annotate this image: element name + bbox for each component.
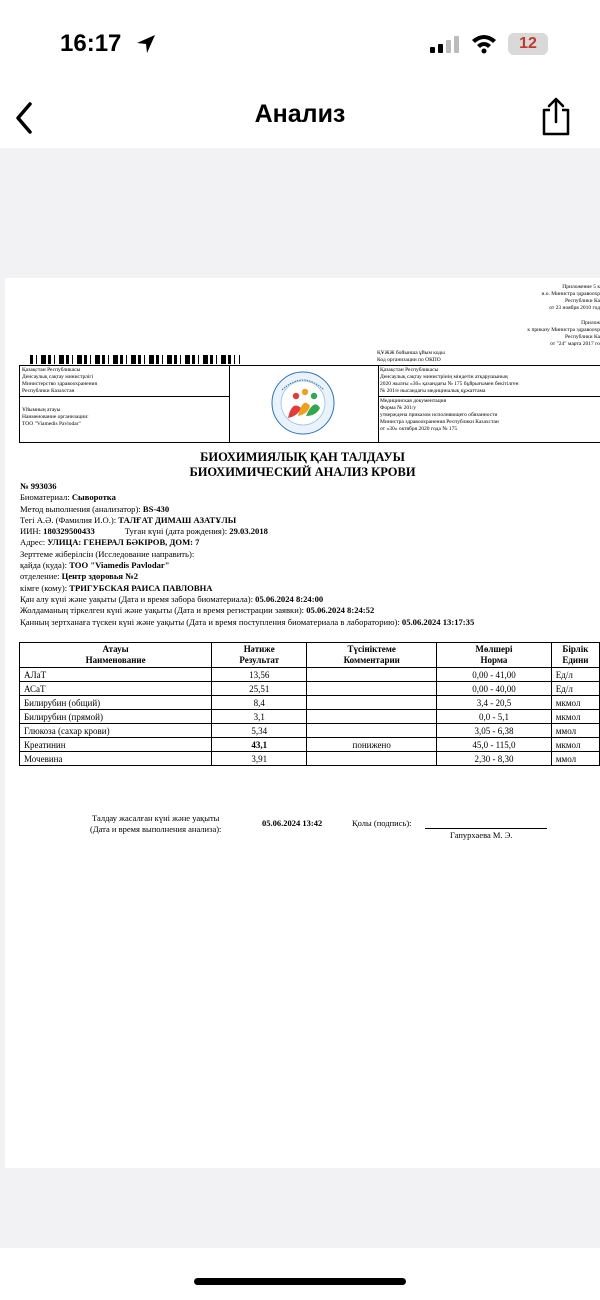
order-line: от «30» октября 2020 года № 175 [380,426,458,432]
table-row [20,682,600,696]
appendix-line: Приложение 5 к [562,284,600,290]
barcode [30,355,240,364]
method-value: BS-430 [142,503,170,514]
analysis-date-label [90,813,221,835]
cell-name: Билирубин (прямой) [20,710,212,724]
lab-report-page [5,278,600,1168]
cell-comment [307,752,437,766]
iin-value: 180329500433 [43,526,95,537]
field-label: отделение: [20,571,60,582]
field-label: Туған күні (дата рождения): [124,526,228,537]
cell-name: АСаТ [20,682,212,696]
field-label: ИИН: [20,526,42,537]
department-value: Центр здоровья №2 [61,571,139,582]
appendix-line: и.о. Министра здравоохр [541,291,600,297]
patient-name: ТАЛҒАТ ДИМАШ АЗАТҰЛЫ [118,514,237,525]
appendix-line: Республики Ка [564,334,600,340]
status-time: 16:17 [60,30,122,57]
appendix-line: от 23 ноября 2010 год [549,305,600,311]
okpo-line: Код организации по ОКПО [377,357,441,363]
field-label: Жолдаманың тіркелген күні және уақыты (Дата и время регистрации заявки): [20,605,305,616]
field-label: кімге (кому): [20,582,68,593]
field-label: Метод выполнения (анализатор): [20,503,141,514]
field-label: Биоматериал: [20,492,70,503]
signature-label: Қолы (подпись): [352,818,412,828]
order-block-ru [378,397,600,442]
field-label: Тегі А.Ә. (Фамилия И.О.): [20,514,117,525]
cell-comment [307,668,437,682]
cellular-signal-icon [430,36,459,53]
cell-unit: ммол [551,752,599,766]
home-indicator[interactable] [194,1278,406,1285]
appendix-note-1 [510,284,600,312]
cell-unit: ммол [551,724,599,738]
okpo-code [377,350,445,364]
signoff-label-ru: (Дата и время выполнения анализа): [90,824,222,834]
table-row [20,724,600,738]
organization-line: ТОО "Viamedis Pavlodar" [22,421,81,427]
ministry-line: Министерство здравоохранения [22,381,98,387]
cell-comment [307,710,437,724]
cell-result: 43,1 [212,738,307,752]
signoff-label-kz: Талдау жасалған күні және уақыты [92,813,220,823]
cell-name: Билирубин (общий) [20,696,212,710]
cell-unit: мкмол [551,738,599,752]
header-norm: Мөлшері Норма [437,643,552,668]
ministry-line: Республики Казахстан [22,388,75,394]
field-label: Адрес: [20,537,46,548]
cell-norm: 0,00 - 40,00 [437,682,552,696]
appendix-note-2 [500,320,600,348]
collection-datetime: 05.06.2024 8:24:00 [255,593,324,604]
appendix-line: от "24" марта 2017 го [550,341,600,347]
header-result: Нәтиже Результат [212,643,307,668]
report-number: № 993036 [20,481,57,491]
cell-result: 8,4 [212,696,307,710]
okpo-line: ҚҰЖЖ бойынша ұйым коды [377,350,445,356]
appendix-line: к приказу Министра здравоохр [527,327,600,333]
order-line: утверждена приказом исполняющего обязанности [380,412,498,418]
cell-norm: 3,4 - 20,5 [437,696,552,710]
cell-name: АЛаТ [20,668,212,682]
ministry-line: Денсаулық сақтау министрлігі [22,374,94,380]
address-value: УЛИЦА: ГЕНЕРАЛ БӘКІРОВ, ДОМ: 7 [47,537,200,548]
cell-result: 25,51 [212,682,307,696]
cell-unit: Ед/л [551,682,599,696]
cell-norm: 3,05 - 6,38 [437,724,552,738]
cell-result: 3,91 [212,752,307,766]
report-title-ru: БИОХИМИЧЕСКИЙ АНАЛИЗ КРОВИ [189,465,416,479]
order-line: Министра здравоохранения Республики Казахстан [380,419,499,425]
logo-area [230,366,379,442]
ministry-block [20,366,230,397]
order-line: № 201/е нысандағы медициналық құжаттама [380,388,486,394]
order-line: Қазақстан Республикасы [380,367,439,373]
cell-norm: 0,0 - 5,1 [437,710,552,724]
order-line: 2020 жылғы «30» қазандағы № 175 бұйрығымен бекітілген [380,381,519,387]
ministry-line: Қазақстан Республикасы [22,367,81,373]
patient-info [20,481,474,628]
organization-line: Ұйымның атауы [22,407,61,413]
cell-unit: мкмол [551,710,599,724]
cell-norm: 2,30 - 8,30 [437,752,552,766]
document-header [19,365,600,443]
header-name: Атауы Наименование [20,643,212,668]
order-block-kz [378,366,600,397]
navigation-bar [0,88,600,148]
cell-name: Глюкоза (сахар крови) [20,724,212,738]
cell-result: 13,56 [212,668,307,682]
signer-name: Гапурхаева М. Э. [450,830,513,840]
appendix-line: Прилож [581,320,600,326]
arrival-datetime: 05.06.2024 13:17:35 [401,616,475,627]
organization-line: Наименование организации: [22,414,89,420]
table-row [20,696,600,710]
cell-result: 3,1 [212,710,307,724]
table-row [20,710,600,724]
table-row [20,668,600,682]
doctor-name: ТРИГУБСКАЯ РАИСА ПАВЛОВНА [69,582,213,593]
results-table [19,642,600,766]
cell-name: Мочевина [20,752,212,766]
cell-comment [307,682,437,696]
cell-norm: 45,0 - 115,0 [437,738,552,752]
wifi-icon [470,32,498,54]
share-icon[interactable] [538,96,574,138]
cell-result: 5,34 [212,724,307,738]
where-value: ТОО "Viamedis Pavlodar" [69,560,170,571]
location-arrow-icon [135,33,157,55]
healthcare-center-logo [268,370,338,436]
dob-value: 29.03.2018 [229,526,268,537]
table-row [20,738,600,752]
order-line: Форма № 201/у [380,405,417,411]
cell-name: Креатинин [20,738,212,752]
field-label: қайда (куда): [20,560,68,571]
status-bar [0,0,600,90]
analysis-date-value: 05.06.2024 13:42 [262,818,323,828]
order-line: Денсаулық сақтау министрінің міндетін атқарушының [380,374,508,380]
page-title: Анализ [254,100,346,128]
cell-norm: 0,00 - 41,00 [437,668,552,682]
battery-indicator: 12 [508,33,548,55]
cell-unit: мкмол [551,696,599,710]
cell-comment: понижено [307,738,437,752]
appendix-line: Республики Ка [564,298,600,304]
header-comment: Түсініктеме Комментарии [307,643,437,668]
cell-comment [307,696,437,710]
report-title-kz: БИОХИМИЯЛЫҚ ҚАН ТАЛДАУЫ [200,450,405,464]
cell-unit: Ед/л [551,668,599,682]
order-line: Медицинская документация [380,398,447,404]
document-viewer[interactable] [0,148,600,1248]
registration-datetime: 05.06.2024 8:24:52 [306,605,375,616]
biomaterial-value: Сыворотка [71,492,116,503]
field-label: Қан алу күні және уақыты (Дата и время забора биоматериала): [20,593,253,604]
table-header-row [20,643,600,668]
report-title [5,450,600,480]
organization-block [20,397,230,442]
field-label: Зерттеме жіберілсін (Исследование направить): [20,548,195,559]
header-unit: Бірлік Едини [551,643,599,668]
cell-comment [307,724,437,738]
field-label: Қанның зертханаға түскен күні және уақыты (Дата и время поступления биоматериала в лабораторию): [20,616,400,627]
table-row [20,752,600,766]
signature-line [425,828,547,829]
